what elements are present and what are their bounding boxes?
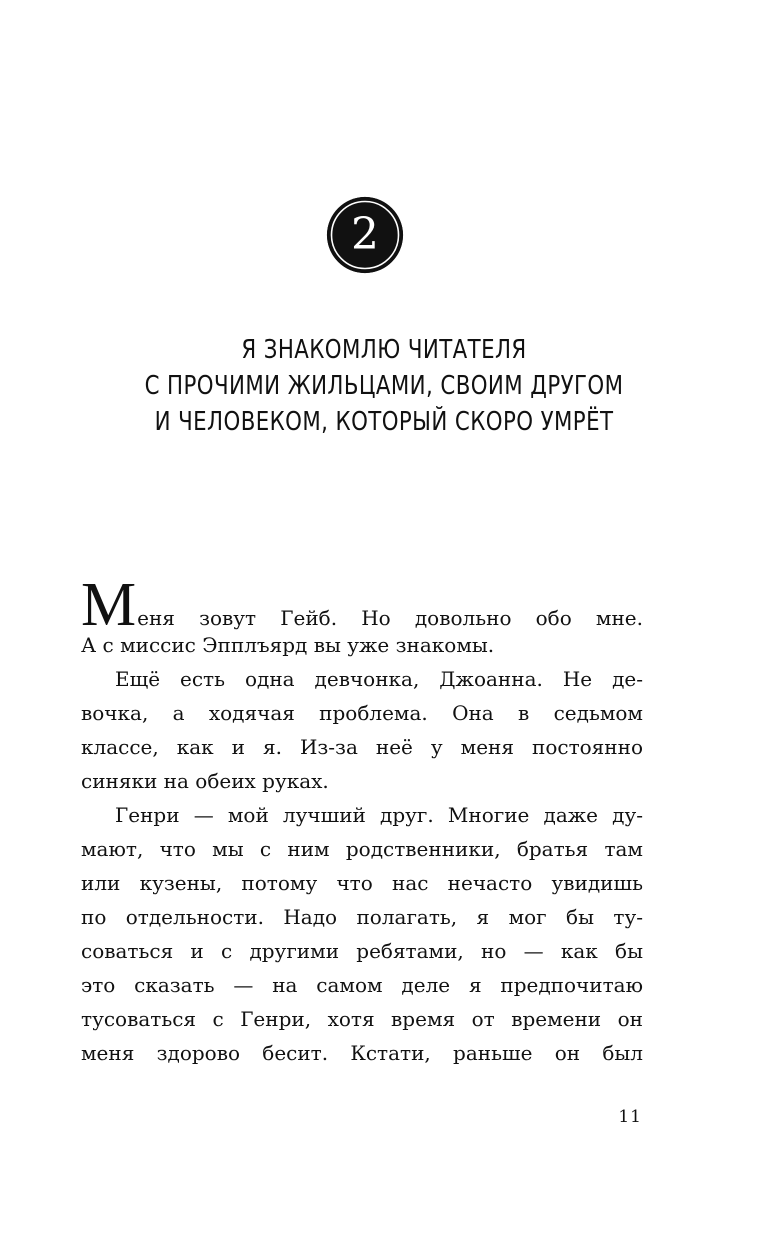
drop-cap: М xyxy=(81,571,137,639)
body-line: синяки на обеих руках. xyxy=(81,769,329,793)
body-line: соваться и с другими ребятами, но — как бы xyxy=(81,939,643,963)
body-line: А с миссис Эпплъярд вы уже знакомы. xyxy=(81,633,495,657)
chapter-number-badge xyxy=(325,195,405,275)
body-line: Ещё есть одна девчонка, Джоанна. Не де- xyxy=(115,667,643,691)
chapter-title-line-3: И ЧЕЛОВЕКОМ, КОТОРЫЙ СКОРО УМРЁТ xyxy=(154,407,614,437)
body-line: тусоваться с Генри, хотя время от времени он xyxy=(81,1007,643,1031)
chapter-title-line-1: Я ЗНАКОМЛЮ ЧИТАТЕЛЯ xyxy=(241,335,527,365)
body-line: меня здорово бесит. Кстати, раньше он был xyxy=(81,1041,643,1065)
page-number: 11 xyxy=(618,1107,642,1127)
body-line: Генри — мой лучший друг. Многие даже ду- xyxy=(115,803,643,827)
chapter-number: 2 xyxy=(351,209,379,260)
chapter-title xyxy=(118,332,649,440)
chapter-title-line-2: С ПРОЧИМИ ЖИЛЬЦАМИ, СВОИМ ДРУГОМ xyxy=(144,371,624,401)
body-line: вочка, а ходячая проблема. Она в седьмом xyxy=(81,701,643,725)
body-line: по отдельности. Надо полагать, я мог бы ту- xyxy=(81,905,643,929)
body-line: мают, что мы с ним родственники, братья там xyxy=(81,837,643,861)
body-line-text: еня зовут Гейб. Но довольно обо мне. xyxy=(137,606,643,630)
body-line xyxy=(81,571,643,639)
body-text xyxy=(81,571,643,1070)
body-line: классе, как и я. Из-за неё у меня постоянно xyxy=(81,735,643,759)
body-line: или кузены, потому что нас нечасто увидишь xyxy=(81,871,643,895)
body-line: это сказать — на самом деле я предпочитаю xyxy=(81,973,643,997)
